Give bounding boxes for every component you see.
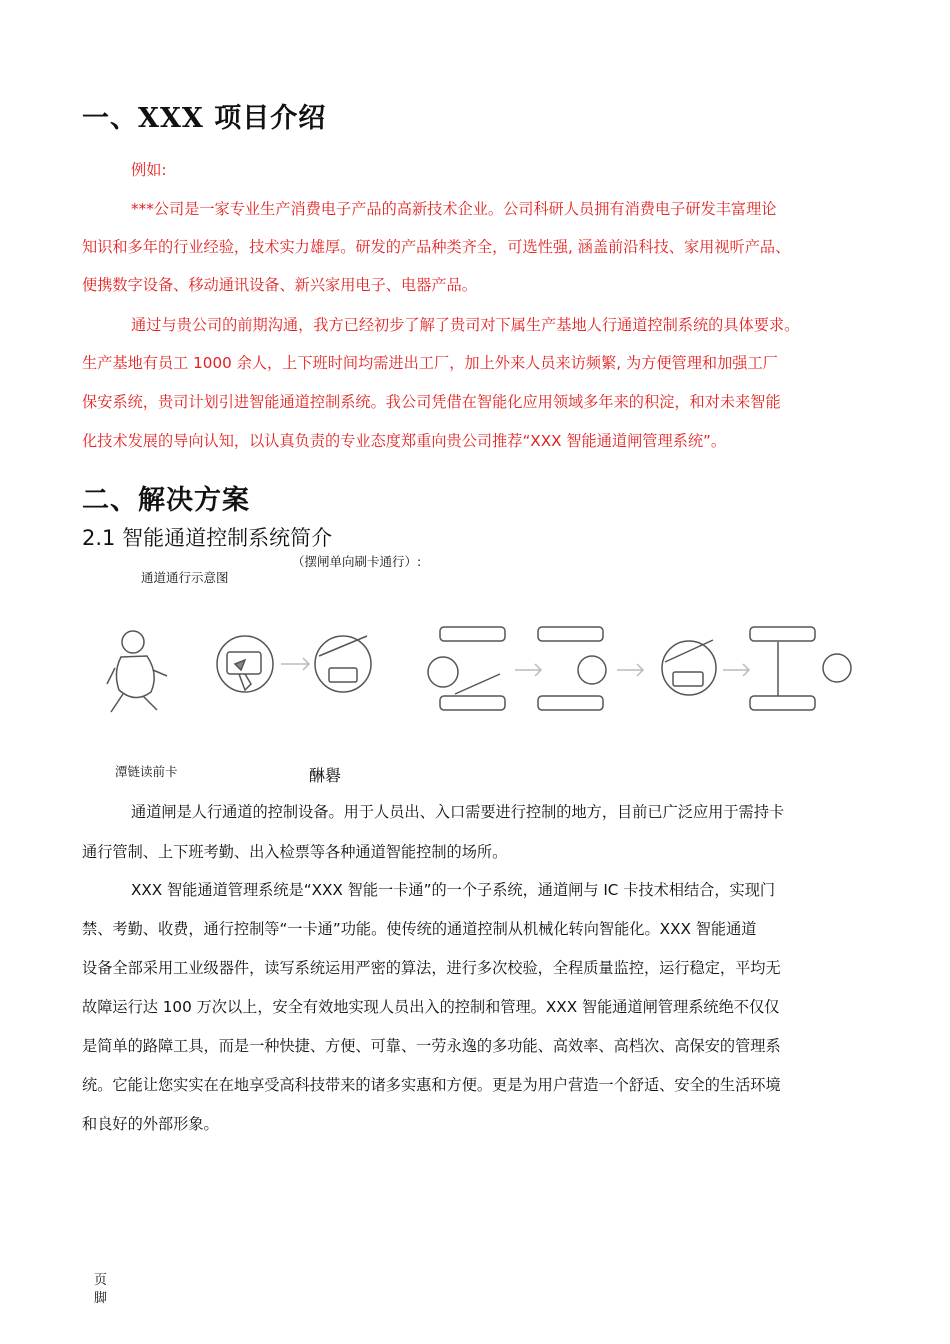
card-reader-icon xyxy=(315,636,371,692)
card-reader-small-icon xyxy=(662,640,716,695)
section2-subtitle: 2.1 智能通道控制系统简介 xyxy=(82,526,333,550)
turnstile-closed-icon xyxy=(428,627,505,710)
s1-para1-line1: ***公司是一家专业生产消费电子产品的高新技术企业。公司科研人员拥有消费电子研发丰富理论 xyxy=(131,200,777,218)
card-swipe-icon xyxy=(217,636,273,692)
s1-para2-line3: 保安系统，贵司计划引进智能通道控制系统。我公司凭借在智能化应用领域多年来的积淀，和对未来智能 xyxy=(82,393,781,411)
s2-para2-line6: 统。它能让您实实在在地享受高科技带来的诸多实惠和方便。更是为用户营造一个舒适、安全的生活环境 xyxy=(82,1076,781,1094)
s2-para2-line5: 是简单的路障工具，而是一种快捷、方便、可靠、一劳永逸的多功能、高效率、高档次、高保安的管理系 xyxy=(82,1037,781,1055)
footer xyxy=(94,1272,107,1308)
s2-para1-line2: 通行管制、上下班考勤、出入检票等各种通道智能控制的场所。 xyxy=(82,843,508,861)
section2-title: 二、解决方案 xyxy=(82,485,250,516)
footer-line2: 脚 xyxy=(94,1291,108,1306)
s2-para2-line7: 和良好的外部形象。 xyxy=(82,1115,219,1133)
figure-caption-bottom-mid: 醂礜 xyxy=(309,766,342,785)
example-label: 例如: xyxy=(131,161,167,179)
s1-para1-line2: 知识和多年的行业经验，技术实力雄厚。研发的产品种类齐全，可选性强, 涵盖前沿科技、家用视听产品、 xyxy=(82,238,791,256)
walking-person-icon xyxy=(107,631,167,712)
figure-caption-bottom-left: 潭链读前卡 xyxy=(115,764,178,779)
turnstile-open-icon xyxy=(750,627,851,710)
figure-caption-top-right: （摆闸单向刷卡通行）: xyxy=(292,554,422,569)
s2-para2-line1: XXX 智能通道管理系统是“XXX 智能一卡通”的一个子系统，通道闸与 IC 卡技术相结合，实现门 xyxy=(131,881,776,899)
s1-para2-line2: 生产基地有员工 1000 余人，上下班时间均需进出工厂，加上外来人员来访频繁, 为方便管理和加强工厂 xyxy=(82,354,778,372)
turnstile-diagram xyxy=(95,612,875,722)
s2-para1-line1: 通道闸是人行通道的控制设备。用于人员出、入口需要进行控制的地方，目前已广泛应用于需持卡 xyxy=(131,803,785,821)
s2-para2-line4: 故障运行达 100 万次以上，安全有效地实现人员出入的控制和管理。XXX 智能通道闸管理系统绝不仅仅 xyxy=(82,998,780,1016)
figure-caption-top-left: 通道通行示意图 xyxy=(141,570,229,585)
turnstile-passing-icon xyxy=(538,627,606,710)
s1-para2-line4: 化技术发展的导向认知，以认真负责的专业态度郑重向贵公司推荐“XXX 智能通道闸管理系统”。 xyxy=(82,432,727,450)
section1-title: 一、XXX 项目介绍 xyxy=(82,103,327,134)
s2-para2-line2: 禁、考勤、收费，通行控制等“一卡通”功能。使传统的通道控制从机械化转向智能化。XXX 智能通道 xyxy=(82,920,757,938)
footer-line1: 页 xyxy=(94,1273,108,1288)
s2-para2-line3: 设备全部采用工业级器件，读写系统运用严密的算法，进行多次校验，全程质量监控，运行稳定，平均无 xyxy=(82,959,781,977)
s1-para2-line1: 通过与贵公司的前期沟通，我方已经初步了解了贵司对下属生产基地人行通道控制系统的具体要求。 xyxy=(131,316,800,334)
s1-para1-line3: 便携数字设备、移动通讯设备、新兴家用电子、电器产品。 xyxy=(82,276,477,294)
